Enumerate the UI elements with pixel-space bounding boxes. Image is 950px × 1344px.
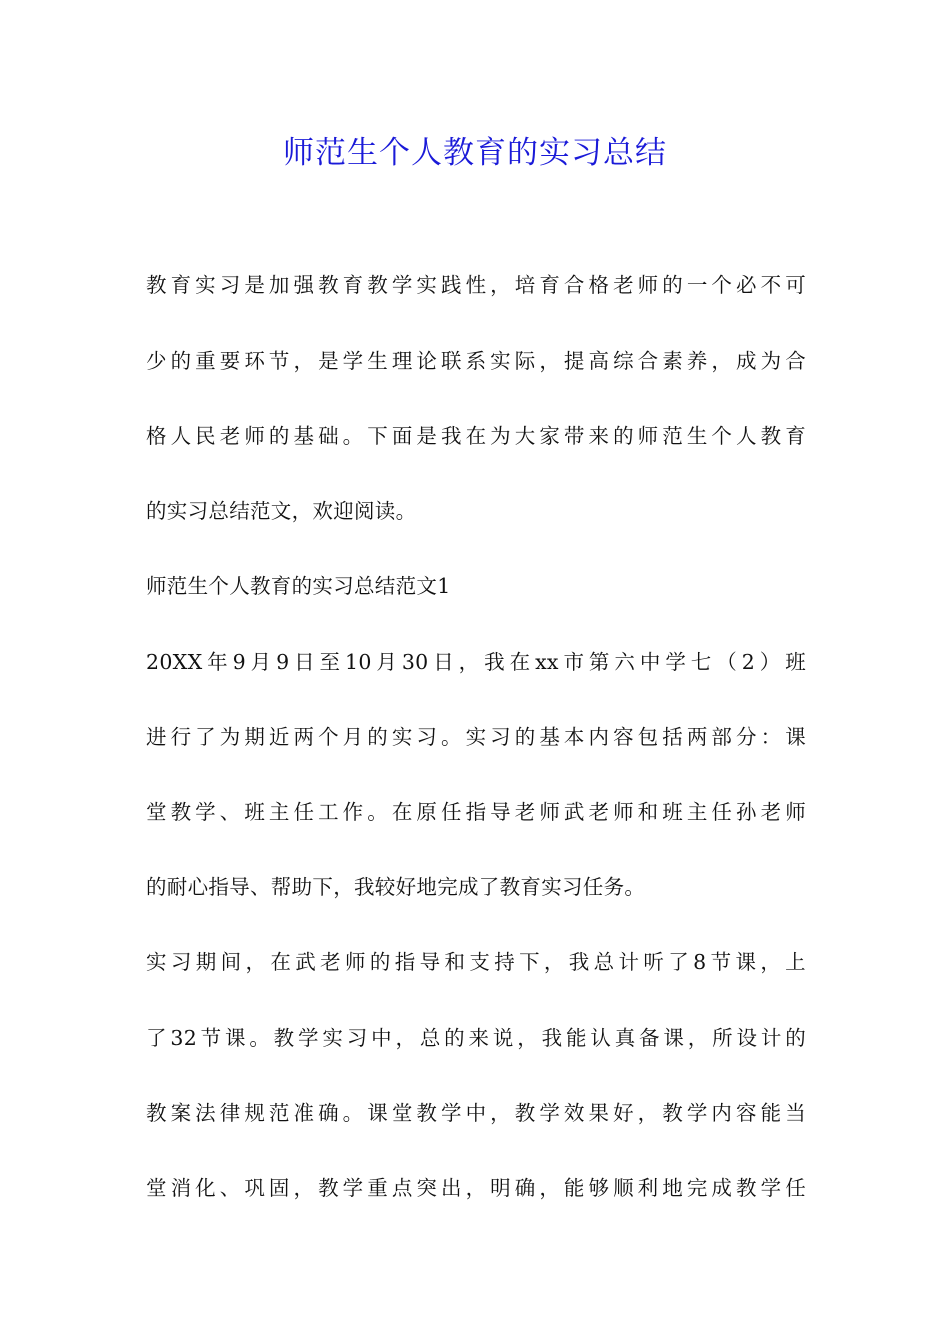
- paragraph-line: 实习期间，在武老师的指导和支持下，我总计听了8节课，上: [146, 950, 806, 974]
- paragraph-line: 教育实习是加强教育教学实践性，培育合格老师的一个必不可: [146, 273, 806, 297]
- paragraph-line: 教案法律规范准确。课堂教学中，教学效果好，教学内容能当: [146, 1101, 806, 1125]
- document-title: 师范生个人教育的实习总结: [283, 135, 667, 171]
- paragraph-line: 的耐心指导、帮助下，我较好地完成了教育实习任务。: [146, 875, 646, 899]
- paragraph-line: 20XX年9月9日至10月30日，我在xx市第六中学七（2）班: [146, 650, 806, 674]
- paragraph-line: 格人民老师的基础。下面是我在为大家带来的师范生个人教育: [146, 424, 806, 448]
- paragraph-line: 堂教学、班主任工作。在原任指导老师武老师和班主任孙老师: [146, 800, 806, 824]
- paragraph-line: 的实习总结范文，欢迎阅读。: [146, 499, 417, 523]
- paragraph-line: 少的重要环节，是学生理论联系实际，提高综合素养，成为合: [146, 349, 806, 373]
- paragraph-line: 进行了为期近两个月的实习。实习的基本内容包括两部分：课: [146, 725, 806, 749]
- paragraph-line: 堂消化、巩固，教学重点突出，明确，能够顺利地完成教学任: [146, 1176, 806, 1200]
- paragraph-line: 了32节课。教学实习中，总的来说，我能认真备课，所设计的: [146, 1026, 806, 1050]
- section-heading: 师范生个人教育的实习总结范文1: [146, 574, 451, 598]
